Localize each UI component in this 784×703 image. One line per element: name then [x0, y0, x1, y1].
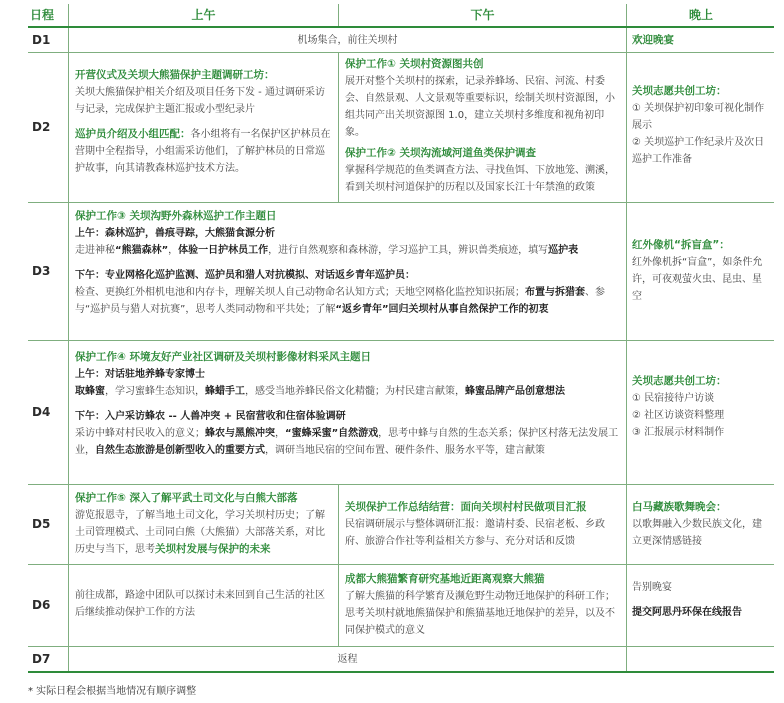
row-d3 — [28, 203, 774, 341]
d4-eve-item-3: ③ 汇报展示材料制作 — [632, 427, 725, 438]
header-day: 日程 — [30, 7, 55, 22]
day-label: D2 — [32, 120, 51, 134]
text-span: 巡护表 — [548, 245, 579, 256]
d5-eve — [626, 485, 774, 564]
text-span: “熊猫森林” — [115, 245, 169, 256]
d3-eve-text: 红外像机拆“盲盒”，如条件允许，可夜观萤火虫、昆虫、星空 — [632, 257, 763, 302]
d5-am-text — [75, 507, 332, 558]
d5-eve-title: 白马藏族歌舞晚会： — [632, 501, 727, 513]
d4-pm-text — [75, 425, 620, 459]
d2-pm1-text: 展开对整个关坝村的探索，记录养蜂场、民宿、河流、村委会、自然景观、人文景观等重要标识，绘制关坝村资源图，小组共同产出关坝资源图 1.0，建立关坝村多维度和视角初印象。 — [345, 76, 615, 138]
day-label: D5 — [32, 517, 51, 531]
d2-am2 — [75, 126, 332, 177]
text-span: 布置与拆猎套 — [525, 287, 585, 298]
row-d7 — [28, 647, 774, 673]
text-span: 取蜂蜜 — [75, 386, 105, 397]
text-span: ， — [168, 245, 179, 256]
d2-eve-item-2: ② 关坝巡护工作纪录片及次日巡护工作准备 — [632, 137, 765, 165]
d4-eve-item-1: ① 民宿接待户访谈 — [632, 393, 715, 404]
row-d6 — [28, 565, 774, 647]
d6-pm-text: 了解大熊猫的科学繁育及濒危野生动物迁地保护的科研工作；思考关坝村就地熊猫保护和熊猫基地迁地保护的差异，以及不同保护模式的意义 — [345, 591, 615, 636]
schedule-table — [28, 4, 774, 673]
d7-eve — [626, 647, 774, 671]
row-d2 — [28, 53, 774, 203]
d3-am-text — [75, 242, 620, 259]
d5-pm — [338, 485, 626, 564]
text-span: “蜜蜂采蜜”自然游戏 — [285, 428, 379, 439]
d4-pm-label: 下午：入户采访蜂农 -- 人兽冲突 + 民宿营收和住宿体验调研 — [75, 411, 346, 422]
d6-eve-text: 告别晚宴 — [632, 582, 672, 593]
row-d4 — [28, 341, 774, 485]
text-span: 自然生态旅游是创新型收入的重要方式 — [95, 445, 265, 456]
d2-pm1-title: 保护工作① 关坝村资源图共创 — [345, 58, 484, 70]
d5-am-title: 保护工作⑤ 深入了解平武土司文化与白熊大部落 — [75, 492, 298, 504]
d3-main — [68, 203, 626, 340]
d5-am — [68, 485, 338, 564]
text-span: 游览报恩寺，了解当地土司文化，学习关坝村历史；了解土司管理模式、土司同白熊（大熊猫）大部落关系，对比历史与当下，思考 — [75, 510, 325, 555]
footnote: * 实际日程会根据当地情况有顺序调整 — [28, 686, 197, 697]
d2-eve — [626, 53, 774, 202]
d5-eve-text: 以歌舞融入少数民族文化，建立更深情感链接 — [632, 519, 762, 547]
text-span: 蜂蜜品牌产品创意想法 — [465, 386, 565, 397]
text-span: 关坝村发展与保护的未来 — [155, 543, 271, 555]
d2-am1-text: 关坝大熊猫保护相关介绍及项目任务下发 - 通过调研采访与记录，完成保护主题汇报或小型纪录片 — [75, 87, 325, 115]
row-d5 — [28, 485, 774, 565]
d6-pm — [338, 565, 626, 646]
d2-pm2-title: 保护工作② 关坝沟流域河道鱼类保护调查 — [345, 147, 537, 159]
d6-eve — [626, 565, 774, 646]
d4-eve-title: 关坝志愿共创工坊： — [632, 375, 727, 387]
d3-am-label: 上午：森林巡护，兽痕寻踪，大熊猫食源分析 — [75, 228, 275, 239]
text-span: 体验一日护林员工作 — [178, 245, 269, 256]
d3-title: 保护工作③ 关坝沟野外森林巡护工作主题日 — [75, 210, 277, 222]
header-pm: 下午 — [338, 4, 626, 26]
day-label: D7 — [32, 651, 51, 666]
day-label: D6 — [32, 598, 51, 612]
d2-pm — [338, 53, 626, 202]
text-span: 蜂蜡手工 — [205, 386, 245, 397]
d3-eve — [626, 203, 774, 340]
day-label: D1 — [32, 32, 51, 47]
day-label: D3 — [32, 264, 51, 278]
d4-eve — [626, 341, 774, 484]
d4-main — [68, 341, 626, 484]
d2-am2-text: 各小组将有一名保护区护林员在营期中全程指导，小组需采访他们，了解护林员的日常巡护故事，向其请教森林巡护技术方法。 — [75, 129, 331, 174]
d5-pm-title: 关坝保护工作总结结营：面向关坝村村民做项目汇报 — [345, 501, 587, 513]
table-header — [28, 4, 774, 28]
d5-pm-text: 民宿调研展示与整体调研汇报：邀请村委、民宿老板、乡政府、旅游合作社等利益相关方参与、充分对话和反馈 — [345, 519, 605, 547]
text-span: ，学习蜜蜂生态知识， — [105, 386, 205, 397]
d6-am-text: 前往成都，路途中团队可以探讨未来回到自己生活的社区后继续推动保护工作的方法 — [75, 590, 325, 618]
header-eve: 晚上 — [626, 4, 774, 26]
d2-am1-title: 开营仪式及关坝大熊猫保护主题调研工坊： — [75, 69, 275, 81]
d6-pm-title: 成都大熊猫繁育研究基地近距离观察大熊猫 — [345, 573, 545, 585]
d4-am-label: 上午：对话驻地养蜂专家博士 — [75, 369, 205, 380]
d7-main: 返程 — [68, 647, 626, 671]
text-span: ，思考中蜂与自然的生态关系；保护区村落无法发展工业， — [75, 428, 619, 456]
d1-eve: 欢迎晚宴 — [626, 28, 774, 52]
text-span: “返乡青年”回归关坝村从事自然保护工作的初衷 — [335, 304, 549, 315]
d6-eve-bold: 提交阿思丹环保在线报告 — [632, 607, 742, 618]
text-span: 蜂农与黑熊冲突 — [205, 428, 275, 439]
d2-eve-item-1: ① 关坝保护初印象可视化制作展示 — [632, 103, 765, 131]
d4-eve-item-2: ② 社区访谈资料整理 — [632, 410, 725, 421]
d3-pm-text — [75, 284, 620, 318]
d3-pm-label: 下午：专业网格化巡护监测、巡护员和猎人对抗模拟、对话返乡青年巡护员： — [75, 270, 415, 281]
d2-pm2-text: 掌握科学规范的鱼类调查方法、寻找鱼饵、下放地笼、溯溪，看到关坝村河道保护的历程以及国家长江十年禁渔的政策 — [345, 165, 615, 193]
text-span: 、参与“巡护员与猎人对抗赛”，思考人类同动物和平共处；了解 — [75, 287, 605, 315]
text-span: 采访中蜂对村民收入的意义； — [75, 428, 205, 439]
header-am: 上午 — [68, 4, 338, 26]
text-span: ，感受当地养蜂民俗文化精髓；为村民建言献策， — [245, 386, 465, 397]
text-span: 走进神秘 — [75, 245, 115, 256]
d2-am2-title: 巡护员介绍及小组匹配： — [75, 128, 191, 140]
d6-am — [68, 565, 338, 646]
row-d1 — [28, 28, 774, 53]
text-span: ，调研当地民宿的空间布置、硬件条件、服务水平等，建言献策 — [265, 445, 545, 456]
text-span: ，进行自然观察和森林游，学习巡护工具，辨识兽类痕迹，填写 — [268, 245, 549, 256]
d3-eve-title: 红外像机“拆盲盒”： — [632, 239, 730, 251]
d1-main: 机场集合，前往关坝村 — [68, 28, 626, 52]
text-span: 检查、更换红外相机电池和内存卡，理解关坝人自己动物命名认知方式；天地空网格化监控知识拓展； — [75, 287, 525, 298]
day-label: D4 — [32, 405, 51, 419]
d4-title: 保护工作④ 环境友好产业社区调研及关坝村影像材料采风主题日 — [75, 351, 372, 363]
d2-eve-title: 关坝志愿共创工坊： — [632, 85, 727, 97]
d2-am — [68, 53, 338, 202]
text-span: ， — [275, 428, 285, 439]
d4-am-text — [75, 383, 620, 400]
